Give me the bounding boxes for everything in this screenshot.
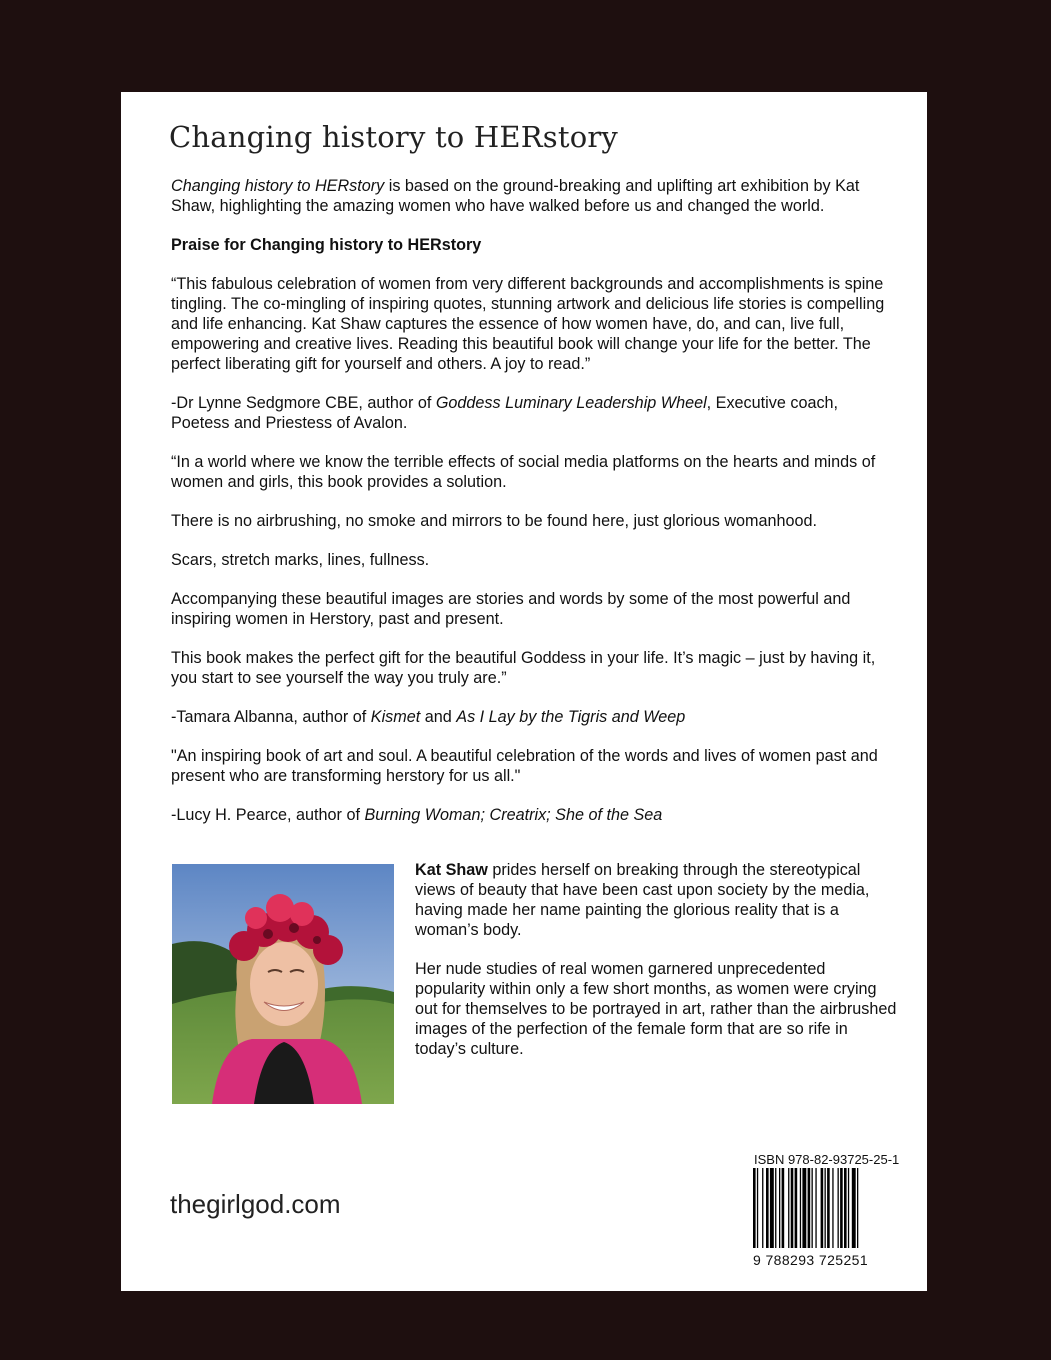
- barcode-bar: [844, 1168, 847, 1248]
- praise-heading: Praise for Changing history to HERstory: [171, 236, 482, 254]
- barcode-bar: [838, 1168, 839, 1248]
- attribution-2: [171, 707, 891, 727]
- quote-2-para: “In a world where we know the terrible effects of social media platforms on the hearts and minds of women and girls, this book provides a solution.: [171, 453, 876, 491]
- barcode-bar: [827, 1168, 830, 1248]
- book-title: Changing history to HERstory: [169, 120, 619, 154]
- barcode-bar: [753, 1168, 756, 1248]
- barcode-bar: [791, 1168, 794, 1248]
- quote-2-para: There is no airbrushing, no smoke and mirrors to be found here, just glorious womanhood.: [171, 512, 818, 530]
- attribution-1-prefix: -Dr Lynne Sedgmore CBE, author of: [171, 394, 436, 412]
- attribution-3-prefix: -Lucy H. Pearce, author of: [171, 806, 365, 824]
- quote-2-para: Scars, stretch marks, lines, fullness.: [171, 551, 430, 569]
- cover-page: [121, 92, 927, 1291]
- barcode-bar: [821, 1168, 824, 1248]
- author-photo-illustration: [172, 864, 394, 1104]
- barcode-bar: [852, 1168, 856, 1248]
- attribution-2-mid: and: [420, 708, 457, 726]
- attribution-1: [171, 393, 891, 433]
- barcode-bar: [857, 1168, 858, 1248]
- bio-text-1: prides herself on breaking through the stereotypical views of beauty that have been cast upon society by the media, having made her name painting the glorious reality that is a woman’s body.: [415, 861, 870, 939]
- barcode-bar: [812, 1168, 813, 1248]
- quote-2-para: This book makes the perfect gift for the beautiful Goddess in your life. It’s magic – just by having it, you start to see yourself the way you truly are.”: [171, 649, 876, 687]
- author-photo: [172, 864, 394, 1104]
- barcode-bar: [779, 1168, 780, 1248]
- website-link[interactable]: thegirlgod.com: [170, 1189, 341, 1219]
- barcode-bar: [795, 1168, 798, 1248]
- attribution-2-work-1: Kismet: [370, 708, 421, 726]
- barcode-digits: 9 788293 725251: [753, 1252, 868, 1268]
- bio-paragraph-1: [415, 860, 900, 940]
- barcode: [751, 1168, 895, 1248]
- barcode-bar: [782, 1168, 785, 1248]
- barcode-bar: [762, 1168, 763, 1248]
- intro-paragraph: [171, 176, 891, 216]
- barcode-bar: [815, 1168, 816, 1248]
- barcode-bar: [808, 1168, 811, 1248]
- attribution-1-work: Goddess Luminary Leadership Wheel: [435, 394, 707, 412]
- author-bio: [415, 860, 900, 1078]
- quote-3: "An inspiring book of art and soul. A beautiful celebration of the words and lives of women past and present who are transforming herstory for us all.": [171, 747, 878, 785]
- barcode-bar: [766, 1168, 769, 1248]
- attribution-3-works: Burning Woman; Creatrix; She of the Sea: [364, 806, 663, 824]
- intro-title: Changing history to HERstory: [171, 177, 385, 195]
- barcode-bar: [802, 1168, 806, 1248]
- barcode-bar: [800, 1168, 801, 1248]
- barcode-bar: [788, 1168, 789, 1248]
- barcode-bar: [775, 1168, 776, 1248]
- attribution-2-work-2: As I Lay by the Tigris and Weep: [456, 708, 686, 726]
- intro-text: is based on the ground-breaking and uplifting art exhibition by Kat Shaw, highlighting the amazing women who have walked before us and changed the world.: [171, 177, 860, 215]
- isbn-label: ISBN 978-82-93725-25-1: [754, 1152, 900, 1167]
- barcode-bar: [848, 1168, 849, 1248]
- quote-1: “This fabulous celebration of women from very different backgrounds and accomplishments is spine tingling. The co-mingling of inspiring quotes, stunning artwork and delicious life stories is compelling and life enhancing. Kat Shaw captures the essence of how women have, do, and can, live full, empowering and creative lives. Reading this beautiful book will change your life for the better. The perfect liberating gift for yourself and others. A joy to read.”: [171, 275, 885, 373]
- barcode-bar: [825, 1168, 826, 1248]
- attribution-1-suffix: , Executive coach, Poetess and Priestess of Avalon.: [171, 394, 839, 432]
- bio-paragraph-2: Her nude studies of real women garnered unprecedented popularity within only a few short months, as women were crying out for themselves to be portrayed in art, rather than the airbrushed images of the perfection of the female form that are so rife in today’s culture.: [415, 960, 897, 1058]
- quote-2-para: Accompanying these beautiful images are stories and words by some of the most powerful and inspiring women in Herstory, past and present.: [171, 590, 851, 628]
- barcode-bar: [757, 1168, 758, 1248]
- barcode-bar: [770, 1168, 774, 1248]
- attribution-3: [171, 805, 891, 825]
- barcode-bar: [832, 1168, 833, 1248]
- barcode-bar: [840, 1168, 843, 1248]
- blurb: [171, 176, 891, 844]
- attribution-2-prefix: -Tamara Albanna, author of: [171, 708, 371, 726]
- author-name: Kat Shaw: [415, 861, 488, 879]
